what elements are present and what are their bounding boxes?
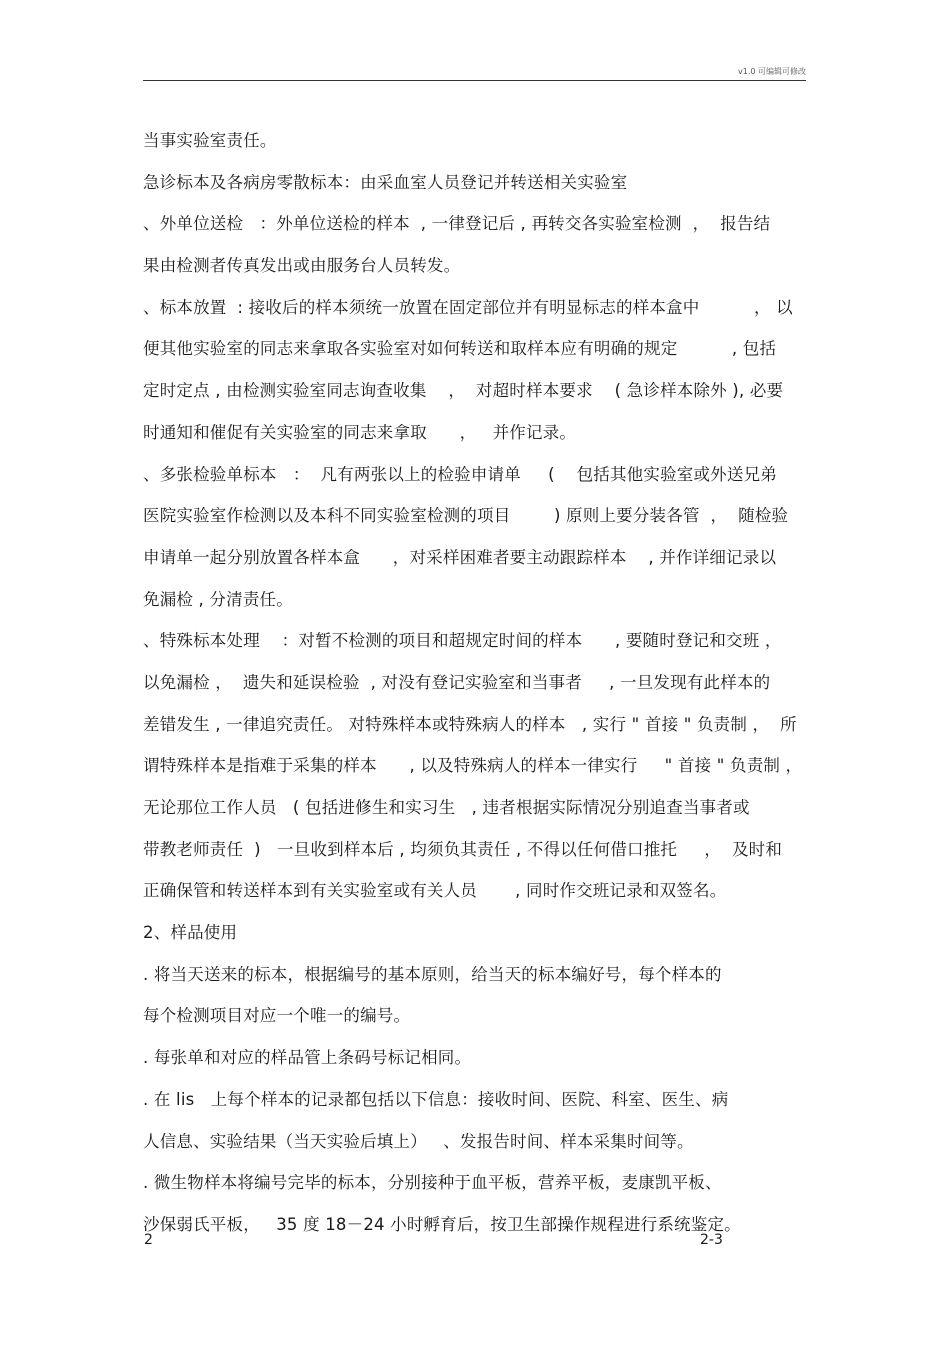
page-range: 2-3	[700, 1232, 723, 1248]
text-line: 带教老师责任 ) 一旦收到样本后 , 均须负其责任 , 不得以任何借口推托 ， 及时和	[143, 839, 783, 859]
text-line: 时通知和催促有关实验室的同志来拿取 ， 并作记录。	[143, 422, 577, 442]
text-line: 、标本放置 : 接收后的样本须统一放置在固定部位并有明显标志的样本盒中 ， 以	[143, 297, 793, 317]
text-line: 定时定点 , 由检测实验室同志询查收集 ， 对超时样本要求 ( 急诊样本除外 ), 必要	[143, 381, 784, 401]
page-number: 2	[144, 1232, 153, 1248]
text-line: . 每张单和对应的样品管上条码号标记相同。	[143, 1048, 472, 1068]
text-line: 医院实验室作检测以及本科不同实验室检测的项目 ) 原则上要分装各管 ， 随检验	[143, 506, 789, 526]
section-heading: 2、样品使用	[143, 923, 238, 943]
text-line: . 微生物样本将编号完毕的标本，分别接种于血平板，营养平板，麦康凯平板、	[143, 1173, 722, 1193]
text-line: 每个检测项目对应一个唯一的编号。	[143, 1006, 411, 1026]
text-line: 申请单一起分别放置各样本盒 ，对采样困难者要主动跟踪样本 , 并作详细记录以	[143, 547, 777, 567]
text-line: 无论那位工作人员 ( 包括进修生和实习生 , 违者根据实际情况分别追查当事者或	[143, 798, 750, 817]
text-line: 、多张检验单标本 ： 凡有两张以上的检验申请单 ( 包括其他实验室或外送兄弟	[143, 464, 777, 484]
text-line: 谓特殊样本是指难于采集的样本 , 以及特殊病人的样本一律实行 " 首接 " 负责制 ，	[143, 756, 803, 776]
text-line: 以免漏检 ， 遗失和延误检验 , 对没有登记实验室和当事者 , 一旦发现有此样本的	[143, 672, 771, 692]
text-line: 、外单位送检 ：外单位送检的样本 , 一律登记后 , 再转交各实验室检测 ， 报告结	[143, 214, 771, 234]
text-line: 当事实验室责任。	[143, 131, 277, 150]
header-version: v1.0 可编辑可修改	[738, 67, 806, 76]
header-rule	[143, 80, 806, 81]
text-line: 人信息、实验结果（当天实验后填上） 、发报告时间、样本采集时间等。	[143, 1131, 694, 1151]
text-line: 差错发生 , 一律追究责任。 对特殊样本或特殊病人的样本 , 实行 " 首接 " 负责制 ， 所	[143, 714, 797, 734]
text-line: 沙保弱氏平板， 35 度 18－24 小时孵育后，按卫生部操作规程进行系统鉴定。	[143, 1214, 741, 1234]
text-line: 、特殊标本处理 ：对暂不检测的项目和超规定时间的样本 , 要随时登记和交班 ，	[143, 631, 782, 651]
text-line: . 将当天送来的标本，根据编号的基本原则，给当天的标本编好号，每个样本的	[143, 964, 722, 984]
text-line: . 在 lis 上每个样本的记录都包括以下信息：接收时间、医院、科室、医生、病	[143, 1089, 729, 1109]
document-body	[143, 120, 813, 1246]
text-line: 便其他实验室的同志来拿取各实验室对如何转送和取样本应有明确的规定 , 包括	[143, 339, 777, 359]
text-line: 正确保管和转送样本到有关实验室或有关人员 , 同时作交班记录和双签名。	[143, 881, 727, 901]
text-line: 急诊标本及各病房零散标本：由采血室人员登记并转送相关实验室	[143, 172, 628, 192]
text-line: 免漏检 , 分清责任。	[143, 589, 293, 609]
text-line: 果由检测者传真发出或由服务台人员转发。	[143, 256, 461, 276]
